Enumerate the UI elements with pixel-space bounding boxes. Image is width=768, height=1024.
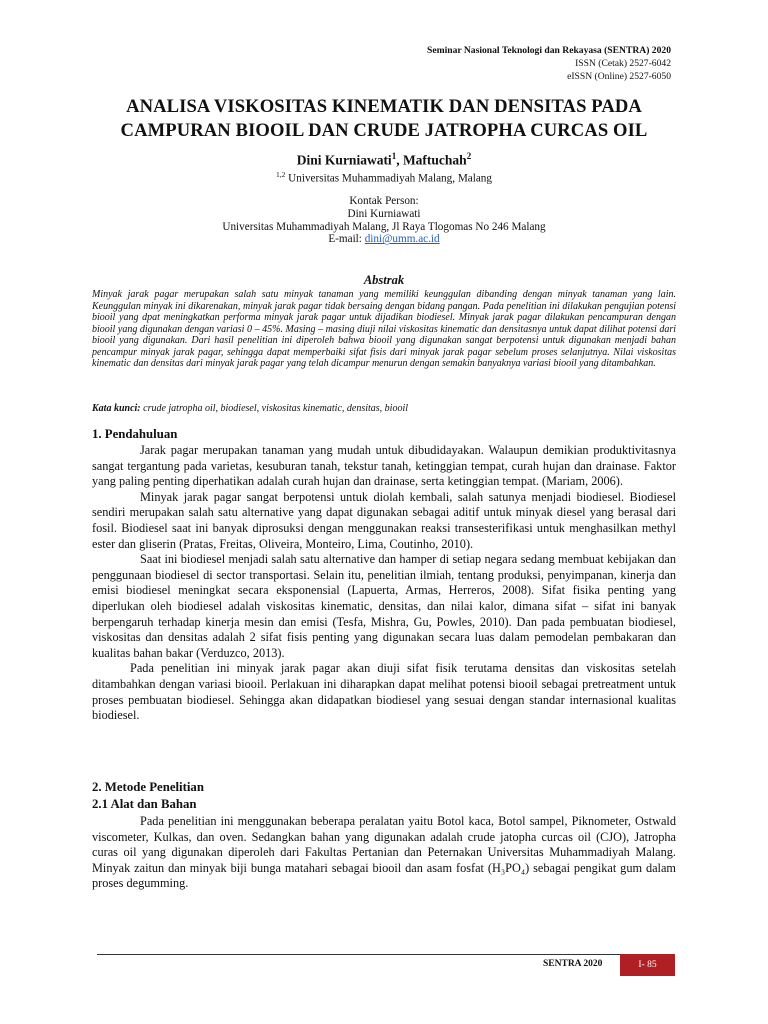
contact-email-line <box>0 233 768 246</box>
title-line-2: CAMPURAN BIOOIL DAN CRUDE JATROPHA CURCAS OIL <box>120 120 648 141</box>
author-2-sup: 2 <box>466 151 472 161</box>
section-1-paragraph-3: Saat ini biodiesel menjadi salah satu alternative dan hamper di setiap negara sedang membuat kebijakan dan penggunaan biodiesel di sector transportasi. Selain itu, penelitian ilmiah, tentang produksi, penyimpanan, kinerja dan emisi biodiesel meningkat secara eksponensial (Lapuerta, Armas, Herreros, 2008). Sifat fisika penting yang diperlukan oleh biodiesel adalah viskositas kinematic, densitas, dan nilai kalor, dimana sifat – sifat ini banyak berpengaruh terhadap kinerja mesin dan emisi (Tesfa, Mishra, Gu, Powles, 2010). Dan pada pembuatan biodiesel, viskositas dan densitas adalah 2 sifat fisis penting yang digunakan secara luas dalam pemodelan pembakaran dan kualitas bahan bakar (Verduzco, 2013). <box>92 552 676 660</box>
footer-rule <box>97 954 675 955</box>
author-list <box>0 151 768 169</box>
issn-online: eISSN (Online) 2527-6050 <box>567 71 671 82</box>
section-1-body <box>92 443 676 724</box>
section-2-1-heading: 2.1 Alat dan Bahan <box>92 797 197 811</box>
author-1-sup: 1 <box>391 151 397 161</box>
email-label: E-mail: <box>328 233 365 246</box>
title-line-1: ANALISA VISKOSITAS KINEMATIK DAN DENSITAS PADA <box>126 96 642 117</box>
affiliation-sup: 1,2 <box>276 170 286 179</box>
affiliation-text: Universitas Muhammadiyah Malang, Malang <box>285 172 492 185</box>
issn-print: ISSN (Cetak) 2527-6042 <box>575 58 671 69</box>
affiliation <box>0 170 768 185</box>
page-number: I- 85 <box>620 954 675 976</box>
conference-name: Seminar Nasional Teknologi dan Rekayasa (SENTRA) 2020 <box>427 45 671 56</box>
section-2-heading: 2. Metode Penelitian <box>92 780 204 794</box>
section-1-paragraph-1: Jarak pagar merupakan tanaman yang mudah untuk dibudidayakan. Walaupun demikian produktivitasnya sangat tergantung pada varietas, kesuburan tanah, tekstur tanah, ketinggian tempat, curah hujan dan drainase. Faktor yang paling penting diperhatikan adalah curah hujan dan drainase, serta ketinggian tempat. (Mariam, 2006). <box>92 443 676 489</box>
paper-title <box>80 95 688 143</box>
abstract-text: Minyak jarak pagar merupakan salah satu minyak tanaman yang memiliki keunggulan dibanding dengan minyak tanaman yang lain. Keunggulan minyak ini dikarenakan, minyak jarak pagar tidak bersaing dengan bidang pangan. Pada penelitian ini dilakukan pengujian potensi biooil yang dpat meningkatkan performa minyak jarak pagar untuk dijadikan biodiesel. Minyak jarak pagar dilakukan pencampuran dengan biooil yang digunakan dengan variasi 0 – 45%. Masing – masing diuji nilai viskositas kinematic dan densitasnya untuk dapat dilihat potensi dari biooil yang digunakan. Dari hasil penelitian ini diperoleh bahwa biooil yang digunakan sangat berpotensi untuk digunakan menjadi bahan pencampur minyak jarak pagar, sehingga dapat memperbaiki sifat fisis dari minyak jarak pagar sebelum proses selanjutnya. Nilai viskositas kinematic dan densitas dari minyak jarak pagar yang telah dicampur menurun dengan semakin banyaknya variasi biooil yang ditambahkan. <box>92 289 676 369</box>
abstract-heading: Abstrak <box>363 273 405 287</box>
section-2-body <box>92 814 676 892</box>
author-2: Maftuchah <box>402 152 467 168</box>
contact-label: Kontak Person: <box>349 195 419 207</box>
conference-header <box>427 44 671 83</box>
section-1-paragraph-2: Minyak jarak pagar sangat berpotensi untuk diolah kembali, salah satunya menjadi biodiesel. Biodiesel sendiri merupakan salah satu alternative yang dapat digunakan sebagai aditif untuk minyak diesel yang berasal dari fosil. Biodiesel saat ini banyak diprosuksi dengan menggunakan reaksi transesterifikasi untuk menghasilkan methyl ester dan gliserin (Pratas, Freitas, Oliveira, Monteiro, Lima, Coutinho, 2010). <box>92 489 676 551</box>
footer-label: SENTRA 2020 <box>543 959 603 969</box>
section-2-paragraph-1: Pada penelitian ini menggunakan beberapa peralatan yaitu Botol kaca, Botol sampel, Piknometer, Ostwald viscometer, Kulkas, dan oven. Sedangkan bahan yang digunakan adalah crude jatopha curcas oil (CJO), Jatropha curas oil yang digunakan diperoleh dari Fakultas Pertanian dan Peternakan Universitas Muhammadiyah Malang. Minyak zaitun dan minyak biji bunga matahari sebagai biooil dan asam fosfat (H₃PO₄) sebagai pengikat gum dalam proses degumming. <box>92 814 676 891</box>
author-1: Dini Kurniawati <box>296 152 392 168</box>
keywords-text: crude jatropha oil, biodiesel, viskositas kinematic, densitas, biooil <box>140 403 409 414</box>
contact-name: Dini Kurniawati <box>347 207 421 220</box>
author-separator: , <box>396 152 403 168</box>
section-1-heading: 1. Pendahuluan <box>92 427 178 441</box>
contact-block <box>0 195 768 246</box>
keywords <box>92 403 676 414</box>
contact-address: Universitas Muhammadiyah Malang, Jl Raya Tlogomas No 246 Malang <box>222 220 546 233</box>
section-1-paragraph-4: Pada penelitian ini minyak jarak pagar akan diuji sifat fisik terutama densitas dan viskositas setelah ditambahkan dengan variasi biooil. Perlakuan ini diharapkan dapat melihat potensi biooil sebagai pretreatment untuk proses pembuatan biodiesel. Sehingga akan didapatkan biodiesel yang sesuai dengan standar internasional kualitas biodiesel. <box>92 661 676 723</box>
keywords-label: Kata kunci: <box>92 403 141 414</box>
email-link[interactable]: dini@umm.ac.id <box>364 233 440 246</box>
